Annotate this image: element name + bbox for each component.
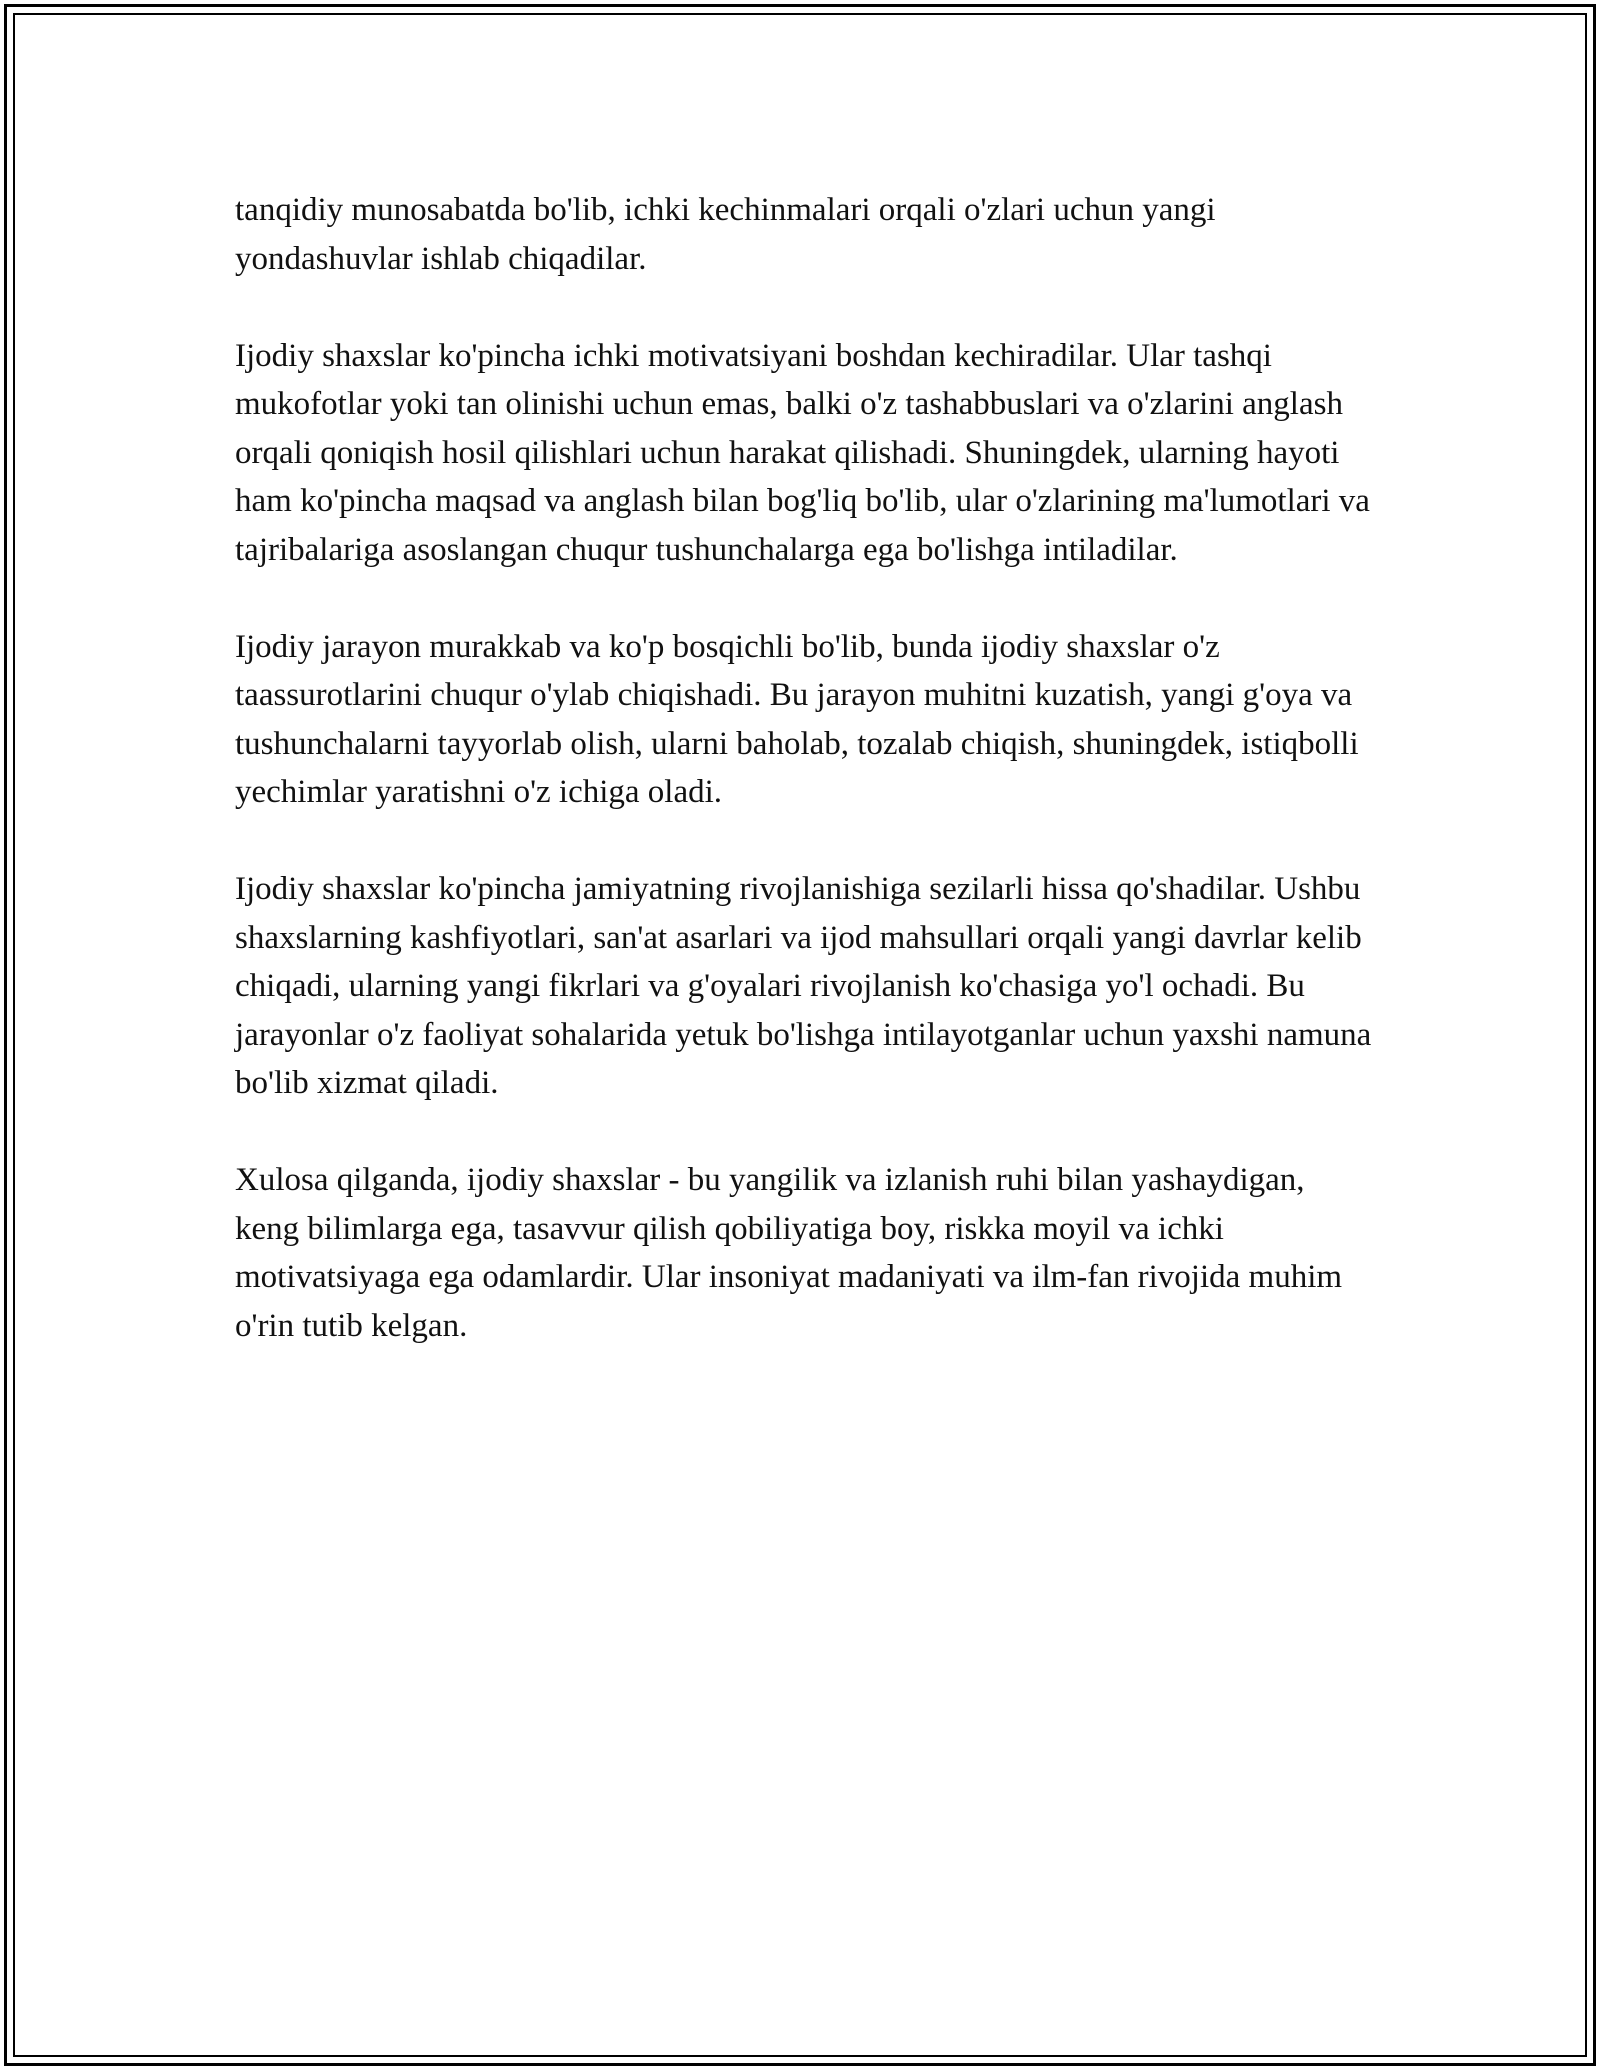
paragraph-3: Ijodiy jarayon murakkab va ko'p bosqichli bo'lib, bunda ijodiy shaxslar o'z taassurotlarini chuqur o'ylab chiqishadi. Bu jarayon muhitni kuzatish, yangi g'oya va tushunchalarni tayyorlab olish, ularni baholab, tozalab chiqish, shuningdek, istiqbolli yechimlar yaratishni o'z ichiga oladi. — [235, 628, 1359, 810]
paragraph-5: Xulosa qilganda, ijodiy shaxslar - bu yangilik va izlanish ruhi bilan yashaydigan, keng bilimlarga ega, tasavvur qilish qobiliyatiga boy, riskka moyil va ichki motivatsiyaga ega odamlardir. Ular insoniyat madaniyati va ilm-fan rivojida muhim o'rin tutib kelgan. — [235, 1162, 1343, 1344]
document-body — [235, 186, 1375, 1399]
paragraph-2: Ijodiy shaxslar ko'pincha ichki motivatsiyani boshdan kechiradilar. Ular tashqi mukofotlar yoki tan olinishi uchun emas, balki o'z tashabbuslari va o'zlarini anglash orqali qoniqish hosil qilishlari uchun harakat qilishadi. Shuningdek, ularning hayoti ham ko'pincha maqsad va anglash bilan bog'liq bo'lib, ular o'zlarining ma'lumotlari va tajribalariga asoslangan chuqur tushunchalarga ega bo'lishga intiladilar. — [235, 337, 1370, 568]
paragraph-4: Ijodiy shaxslar ko'pincha jamiyatning rivojlanishiga sezilarli hissa qo'shadilar. Ushbu shaxslarning kashfiyotlari, san'at asarlari va ijod mahsullari orqali yangi davrlar kelib chiqadi, ularning yangi fikrlari va g'oyalari rivojlanish ko'chasiga yo'l ochadi. Bu jarayonlar o'z faoliyat sohalarida yetuk bo'lishga intilayotganlar uchun yaxshi namuna bo'lib xizmat qiladi. — [235, 871, 1372, 1101]
paragraph-1: tanqidiy munosabatda bo'lib, ichki kechinmalari orqali o'zlari uchun yangi yondashuvlar ishlab chiqadilar. — [235, 192, 1216, 277]
